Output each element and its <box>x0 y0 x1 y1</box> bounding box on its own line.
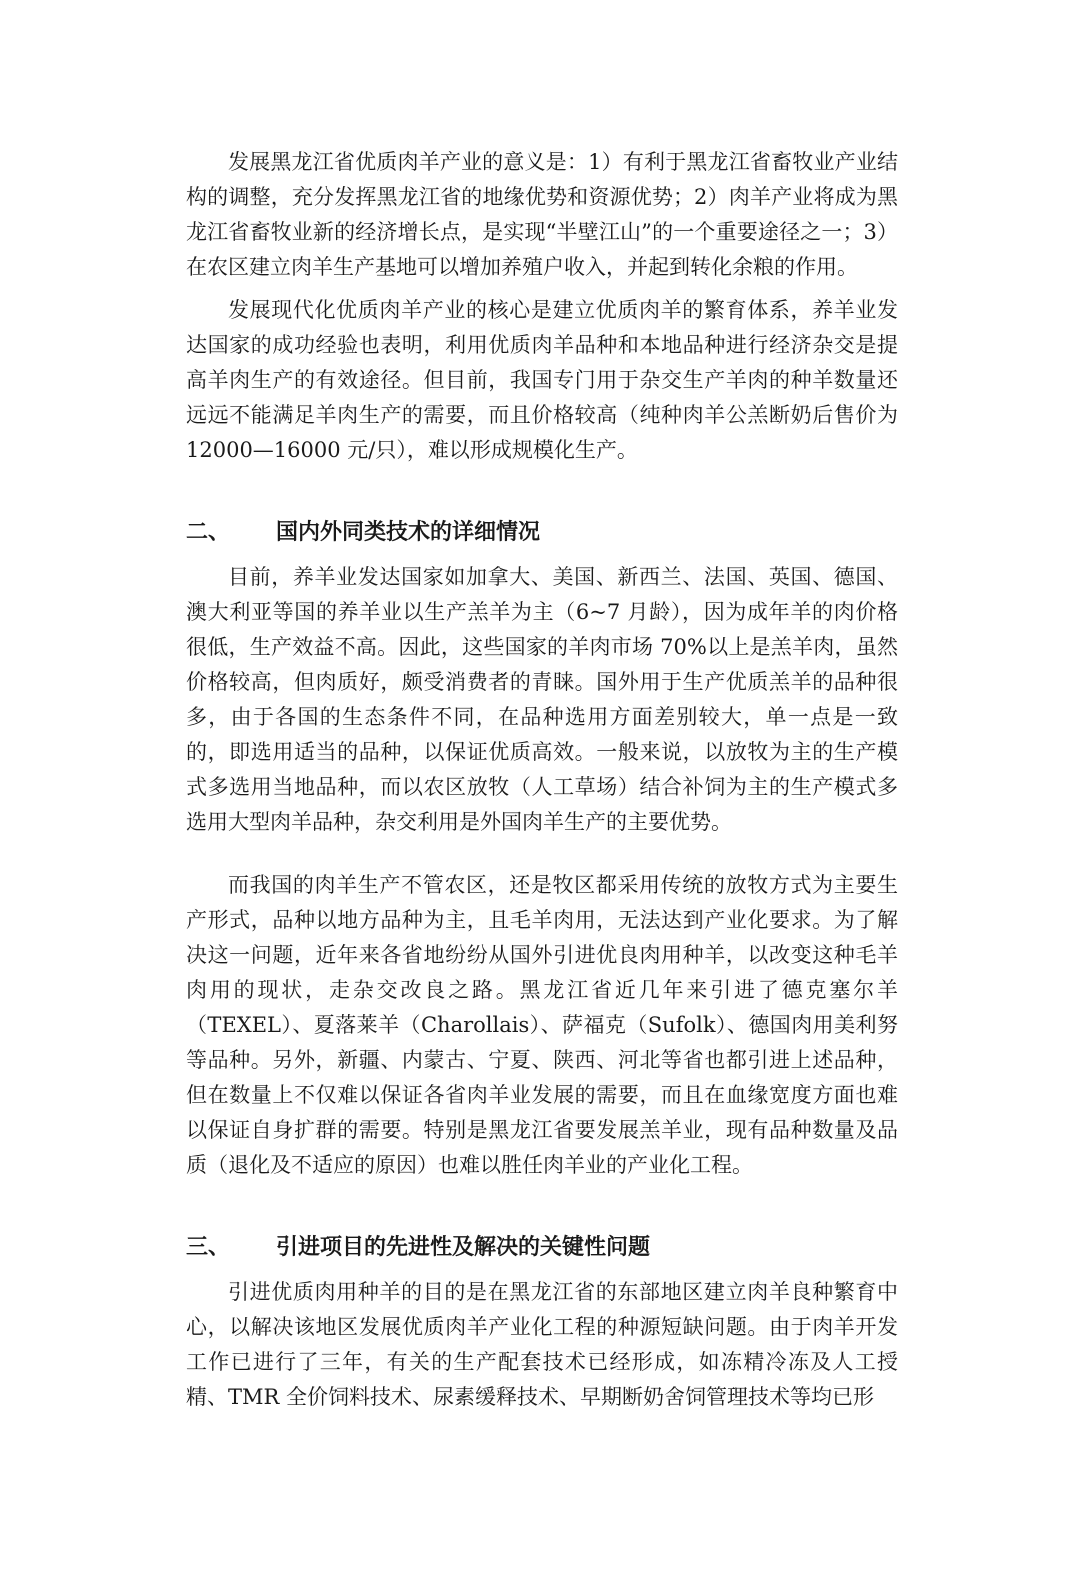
document-page <box>186 145 898 1415</box>
paragraph-domestic-status: 而我国的肉羊生产不管农区，还是牧区都采用传统的放牧方式为主要生产形式，品种以地方品种为主，且毛羊肉用，无法达到产业化要求。为了解决这一问题，近年来各省地纷纷从国外引进优良肉用种羊，以改变这种毛羊肉用的现状，走杂交改良之路。黑龙江省近几年来引进了德克塞尔羊（TEXEL）、夏落莱羊（Charollais）、萨福克（Sufolk）、德国肉用美利努等品种。另外，新疆、内蒙古、宁夏、陕西、河北等省也都引进上述品种，但在数量上不仅难以保证各省肉羊业发展的需要，而且在血缘宽度方面也难以保证自身扩群的需要。特别是黑龙江省要发展羔羊业，现有品种数量及品质（退化及不适应的原因）也难以胜任肉羊业的产业化工程。 <box>186 873 898 1177</box>
section-number: 三、 <box>186 1234 231 1260</box>
section-title: 国内外同类技术的详细情况 <box>276 519 541 545</box>
paragraph-project-purpose: 引进优质肉用种羊的目的是在黑龙江省的东部地区建立肉羊良种繁育中心，以解决该地区发展优质肉羊产业化工程的种源短缺问题。由于肉羊开发工作已进行了三年，有关的生产配套技术已经形成，如冻精冷冻及人工授精、TMR 全价饲料技术、尿素缓释技术、早期断奶舍饲管理技术等均已形 <box>186 1280 898 1409</box>
paragraph-significance: 发展黑龙江省优质肉羊产业的意义是：1）有利于黑龙江省畜牧业产业结构的调整，充分发挥黑龙江省的地缘优势和资源优势；2）肉羊产业将成为黑龙江省畜牧业新的经济增长点，是实现“半壁江山”的一个重要途径之一；3）在农区建立肉羊生产基地可以增加养殖户收入，并起到转化余粮的作用。 <box>186 150 898 279</box>
section-number: 二、 <box>186 519 231 545</box>
paragraph-breeding-system: 发展现代化优质肉羊产业的核心是建立优质肉羊的繁育体系，养羊业发达国家的成功经验也表明，利用优质肉羊品种和本地品种进行经济杂交是提高羊肉生产的有效途径。但目前，我国专门用于杂交生产羊肉的种羊数量还远远不能满足羊肉生产的需要，而且价格较高（纯种肉羊公羔断奶后售价为12000—16000 元/只），难以形成规模化生产。 <box>186 298 898 462</box>
section-heading-3 <box>186 1227 898 1267</box>
paragraph-foreign-status: 目前，养羊业发达国家如加拿大、美国、新西兰、法国、英国、德国、澳大利亚等国的养羊业以生产羔羊为主（6~7 月龄），因为成年羊的肉价格很低，生产效益不高。因此，这些国家的羊肉市场 70%以上是羔羊肉，虽然价格较高，但肉质好，颇受消费者的青睐。国外用于生产优质羔羊的品种很多，由于各国的生态条件不同，在品种选用方面差别较大，单一点是一致的，即选用适当的品种，以保证优质高效。一般来说，以放牧为主的生产模式多选用当地品种，而以农区放牧（人工草场）结合补饲为主的生产模式多选用大型肉羊品种，杂交利用是外国肉羊生产的主要优势。 <box>186 565 898 834</box>
section-heading-2 <box>186 512 898 552</box>
section-title: 引进项目的先进性及解决的关键性问题 <box>276 1234 651 1260</box>
